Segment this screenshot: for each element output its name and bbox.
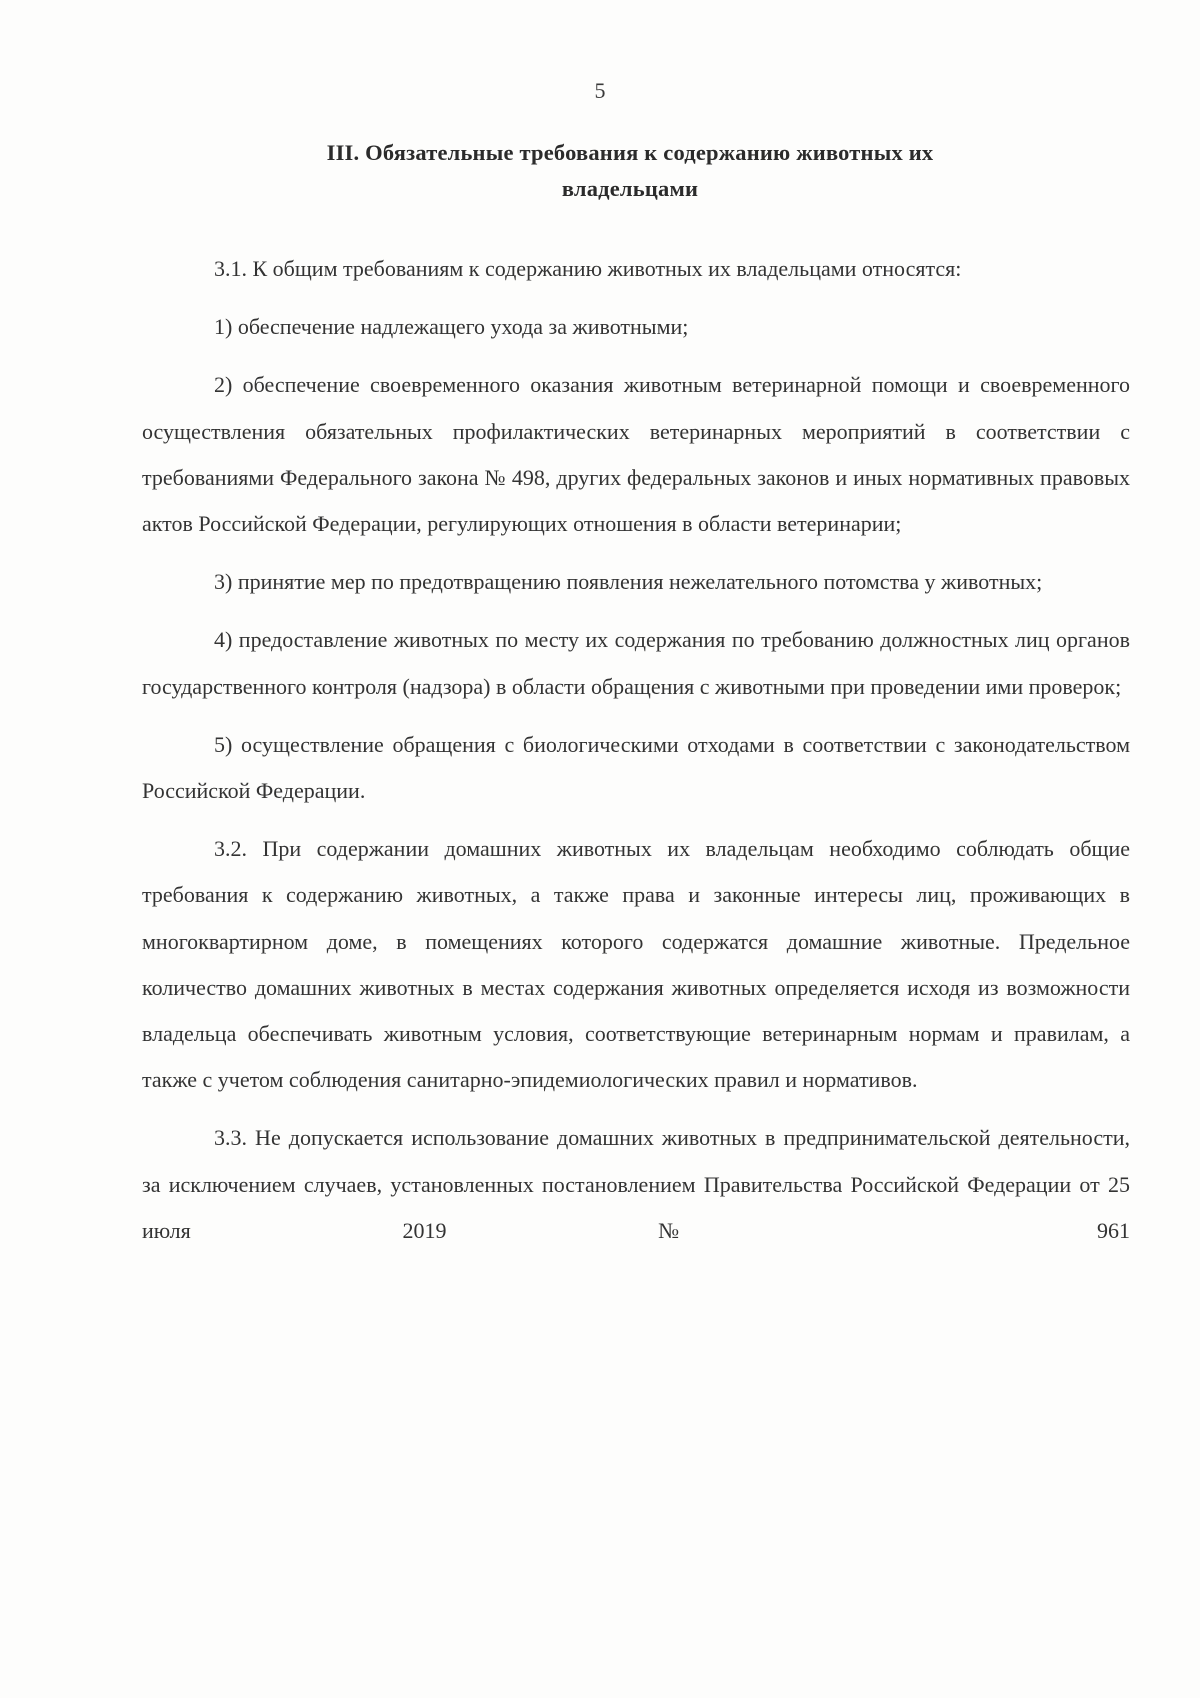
section-title-line-2: владельцами <box>561 176 699 201</box>
page-number: 5 <box>594 78 606 103</box>
section-title <box>200 135 1060 207</box>
paragraph-item-1: 1) обеспечение надлежащего ухода за животными; <box>214 314 689 340</box>
paragraph-item-3: 3) принятие мер по предотвращению появления нежелательного потомства у животных; <box>214 569 1043 595</box>
document-body <box>142 246 1130 1266</box>
paragraph-3-1: 3.1. К общим требованиям к содержанию животных их владельцами относятся: <box>214 256 962 281</box>
paragraph-item-2: 2) обеспечение своевременного оказания животным ветеринарной помощи и своевременного осуществления обязательных профилактических ветеринарных мероприятий в соответствии с требованиями Федерального закона № 498, других федеральных законов и иных нормативных правовых актов Российской Федерации, регулирующих отношения в области ветеринарии; <box>142 372 1130 537</box>
paragraph-3-3: 3.3. Не допускается использование домашних животных в предпринимательской деятельности, за исключением случаев, установленных постановлением Правительства Российской Федерации от 25 июля 2019 № 961 <box>142 1125 1130 1243</box>
paragraph-item-4: 4) предоставление животных по месту их содержания по требованию должностных лиц органов государственного контроля (надзора) в области обращения с животными при проведении ими проверок; <box>142 627 1130 699</box>
paragraph-item-5: 5) осуществление обращения с биологическими отходами в соответствии с законодательством Российской Федерации. <box>142 731 1130 804</box>
section-title-line-1: III. Обязательные требования к содержанию животных их <box>326 140 934 165</box>
paragraph-3-2: 3.2. При содержании домашних животных их владельцам необходимо соблюдать общие требования к содержанию животных, а также права и законные интересы лиц, проживающих в многоквартирном доме, в помещениях которого содержатся домашние животные. Предельное количество домашних животных в местах содержания животных определяется исходя из возможности владельца обеспечивать животным условия, соответствующие ветеринарным нормам и правилам, а также с учетом соблюдения санитарно-эпидемиологических правил и нормативов. <box>142 836 1130 1093</box>
